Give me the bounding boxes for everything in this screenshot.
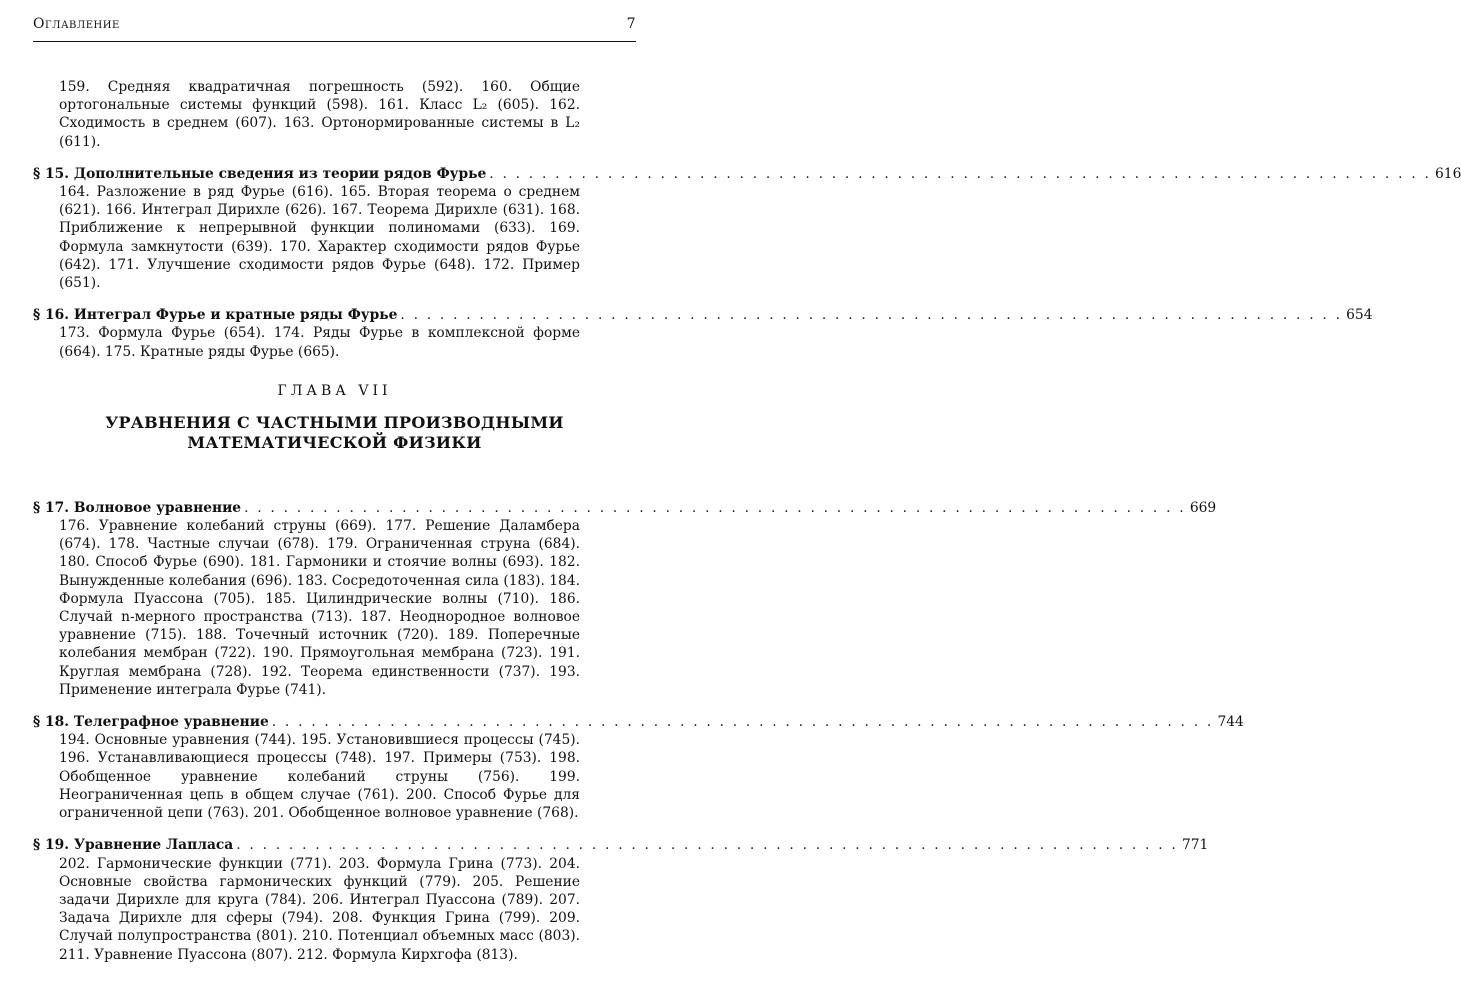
section-title: § 15. Дополнительные сведения из теории рядов Фурье (33, 165, 487, 182)
toc-entry-text: 194. Основные уравнения (744). 195. Установившиеся процессы (745). 196. Устанавливающиеся процессы (748). 197. Примеры (753). 198. Обобщенное уравнение колебаний струны (756). 199. Неограниченная цепь в общем случае (761). 200. Способ Фурье для ограниченной цепи (763). 201. Обобщенное волновое уравнение (768). (59, 732, 580, 822)
section-page-number: 744 (1217, 714, 1244, 731)
toc-entry-section-16 (33, 306, 1373, 361)
page-number: 7 (626, 16, 636, 32)
section-page-number: 669 (1189, 499, 1217, 516)
leader-dots: . . . . . . . . . . . . . . . . . . . . . . . . . . . . . . . . . . . . . . . . . . . . . . . . . . . . . . . . . . . . . . . . . . . . . . . . (400, 307, 1343, 324)
toc-entry-section-17 (33, 499, 1217, 699)
leader-dots: . . . . . . . . . . . . . . . . . . . . . . . . . . . . . . . . . . . . . . . . . . . . . . . . . . . . . . . . . . . . . . . . . . . . . . . . (236, 837, 1178, 854)
section-page-number: 654 (1346, 307, 1373, 324)
toc-content (33, 78, 1461, 964)
leader-dots: . . . . . . . . . . . . . . . . . . . . . . . . . . . . . . . . . . . . . . . . . . . . . . . . . . . . . . . . . . . . . . . . . . . . . . . . (244, 499, 1186, 516)
section-title: § 19. Уравнение Лапласа (33, 837, 234, 854)
toc-entry-continued (33, 78, 636, 151)
chapter-label: ГЛАВА VII (277, 382, 392, 399)
toc-entry-text: 164. Разложение в ряд Фурье (616). 165. Вторая теорема о среднем (621). 166. Интеграл Дирихле (626). 167. Теорема Дирихле (631). 168. Приближение к непрерывной функции полиномами (633). 169. Формула замкнутости (639). 170. Характер сходимости рядов Фурье (642). 171. Улучшение сходимости рядов Фурье (648). 172. Пример (651). (59, 184, 580, 292)
section-title: § 18. Телеграфное уравнение (33, 714, 269, 731)
toc-entry-section-18 (33, 713, 1244, 822)
toc-entry-text: 173. Формула Фурье (654). 174. Ряды Фурье в комплексной форме (664). 175. Кратные ряды Фурье (665). (59, 325, 580, 360)
running-head-title: Оглавление (33, 16, 120, 32)
section-page-number: 771 (1181, 837, 1209, 854)
chapter-title: УРАВНЕНИЯ С ЧАСТНЫМИ ПРОИЗВОДНЫМИ МАТЕМАТИЧЕСКОЙ ФИЗИКИ (105, 412, 564, 452)
toc-entry-text: 202. Гармонические функции (771). 203. Формула Грина (773). 204. Основные свойства гармонических функций (779). 205. Решение задачи Дирихле для круга (784). 206. Интеграл Пуассона (789). 207. Задача Дирихле для сферы (794). 208. Функция Грина (799). 209. Случай полупространства (801). 210. Потенциал объемных масс (803). 211. Уравнение Пуассона (807). 212. Формула Кирхгофа (813). (59, 855, 580, 963)
toc-entry-text: 159. Средняя квадратичная погрешность (592). 160. Общие ортогональные системы функций (598). 161. Класс L₂ (605). 162. Сходимость в среднем (607). 163. Ортонормированные системы в L₂ (611). (59, 79, 580, 150)
toc-entry-text: 176. Уравнение колебаний струны (669). 177. Решение Даламбера (674). 178. Частные случаи (678). 179. Ограниченная струна (684). 180. Способ Фурье (690). 181. Гармоники и стоячие волны (693). 182. Вынужденные колебания (696). 183. Сосредоточенная сила (183). 184. Формула Пуассона (705). 185. Цилиндрические волны (710). 186. Случай n-мерного пространства (713). 187. Неоднородное волновое уравнение (715). 188. Точечный источник (720). 189. Поперечные колебания мембран (722). 190. Прямоугольная мембрана (723). 191. Круглая мембрана (728). 192. Теорема единственности (737). 193. Применение интеграла Фурье (741). (59, 518, 580, 698)
section-title: § 16. Интеграл Фурье и кратные ряды Фурье (33, 307, 398, 324)
section-page-number: 616 (1435, 165, 1461, 182)
toc-entry-section-19 (33, 836, 1209, 963)
header-rule (33, 41, 636, 42)
leader-dots: . . . . . . . . . . . . . . . . . . . . . . . . . . . . . . . . . . . . . . . . . . . . . . . . . . . . . . . . . . . . . . . . . . . . . . . . (489, 165, 1432, 182)
leader-dots: . . . . . . . . . . . . . . . . . . . . . . . . . . . . . . . . . . . . . . . . . . . . . . . . . . . . . . . . . . . . . . . . . . . . . . . . (271, 714, 1214, 731)
running-head (33, 16, 636, 32)
section-title: § 17. Волновое уравнение (33, 499, 242, 516)
toc-entry-section-15 (33, 165, 1461, 292)
